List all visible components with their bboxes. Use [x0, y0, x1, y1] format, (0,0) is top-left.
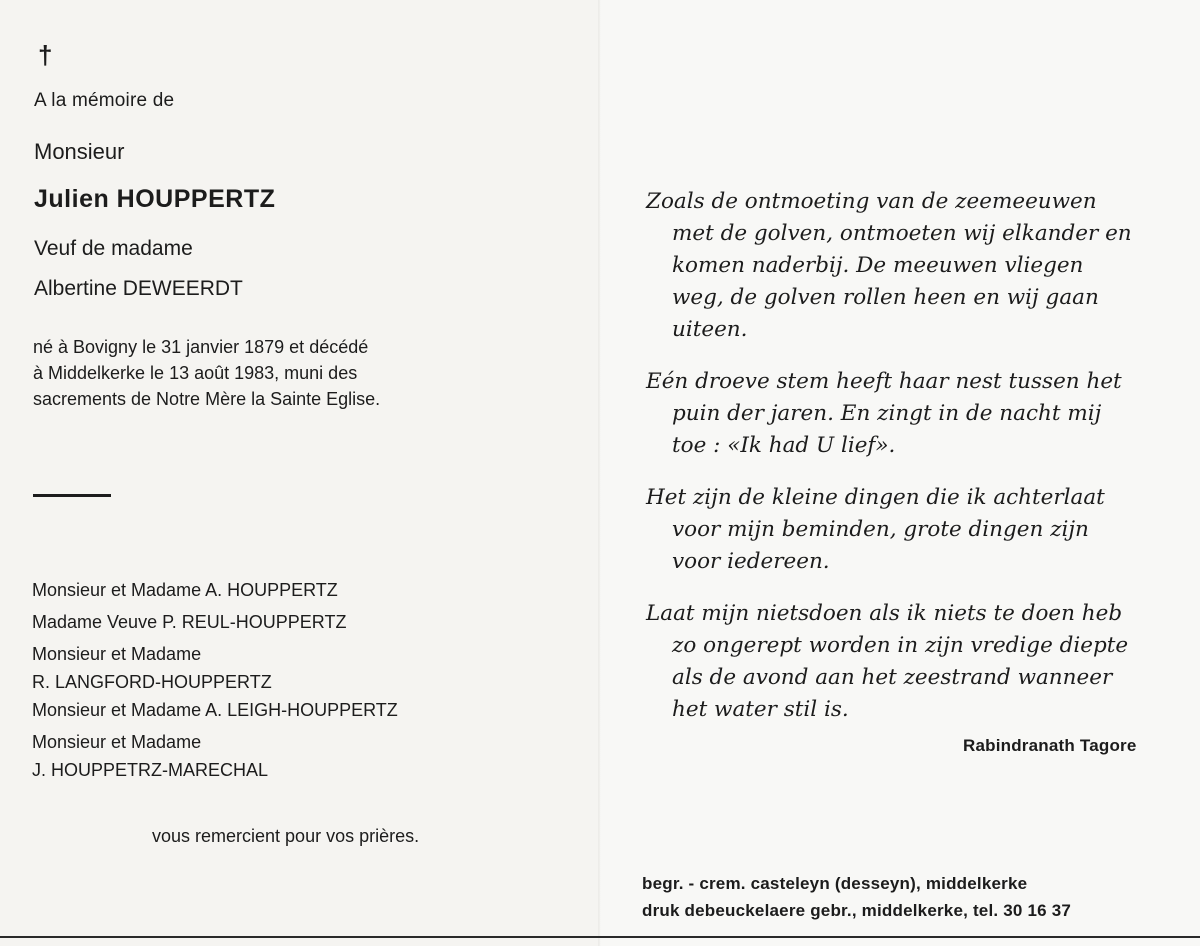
page-fold [598, 0, 601, 946]
poem-line: voor iedereen. [672, 549, 830, 574]
family-member: Madame Veuve P. REUL-HOUPPERTZ [32, 612, 347, 632]
card-bottom-edge [0, 936, 1200, 938]
poem-line: puin der jaren. En zingt in de nacht mij [672, 401, 1102, 426]
birth-death-info [33, 334, 380, 412]
poem-line: uiteen. [672, 317, 748, 342]
cross-symbol: † [38, 40, 53, 70]
birth-line: sacrements de Notre Mère la Sainte Eglise. [33, 389, 381, 409]
family-member: J. HOUPPETRZ-MARECHAL [32, 760, 269, 780]
deceased-name: Julien HOUPPERTZ [34, 185, 276, 213]
birth-line: à Middelkerke le 13 août 1983, muni des [33, 363, 358, 383]
poem-line: het water stil is. [672, 697, 849, 722]
funeral-director-line: begr. - crem. casteleyn (desseyn), middelkerke [642, 874, 1028, 893]
poem-line: weg, de golven rollen heen en wij gaan [672, 285, 1099, 310]
printer-line: druk debeuckelaere gebr., middelkerke, tel. 30 16 37 [642, 901, 1072, 920]
family-member: Monsieur et Madame [32, 732, 202, 752]
poem-author: Rabindranath Tagore [963, 736, 1137, 755]
widower-line: Veuf de madame [34, 237, 193, 260]
poem-stanza [646, 482, 1132, 578]
family-member: Monsieur et Madame A. LEIGH-HOUPPERTZ [32, 700, 398, 720]
poem-line: Laat mijn nietsdoen als ik niets te doen heb [646, 601, 1123, 626]
birth-line: né à Bovigny le 31 janvier 1879 et décédé [33, 337, 369, 357]
poem [646, 186, 1132, 746]
poem-line: toe : «Ik had U lief». [672, 433, 896, 458]
poem-stanza [646, 366, 1132, 462]
poem-line: Het zijn de kleine dingen die ik achterlaat [646, 485, 1105, 510]
poem-line: zo ongerept worden in zijn vredige diepte [672, 633, 1129, 658]
poem-line: als de avond aan het zeestrand wanneer [672, 665, 1113, 690]
divider-line [33, 494, 111, 497]
family-list [32, 574, 398, 782]
thanks-line: vous remercient pour vos prières. [152, 826, 420, 846]
title-monsieur: Monsieur [34, 139, 125, 164]
poem-line: Eén droeve stem heeft haar nest tussen het [646, 369, 1122, 394]
poem-line: komen naderbij. De meeuwen vliegen [672, 253, 1084, 278]
poem-line: Zoals de ontmoeting van de zeemeeuwen [646, 189, 1097, 214]
poem-stanza [646, 186, 1132, 346]
family-member: Monsieur et Madame [32, 644, 202, 664]
family-member: R. LANGFORD-HOUPPERTZ [32, 672, 272, 692]
poem-line: voor mijn beminden, grote dingen zijn [672, 517, 1089, 542]
poem-stanza [646, 598, 1132, 726]
memoire-heading: A la mémoire de [34, 90, 175, 111]
family-member: Monsieur et Madame A. HOUPPERTZ [32, 580, 338, 600]
poem-line: met de golven, ontmoeten wij elkander en [672, 221, 1132, 246]
spouse-name: Albertine DEWEERDT [34, 277, 243, 300]
